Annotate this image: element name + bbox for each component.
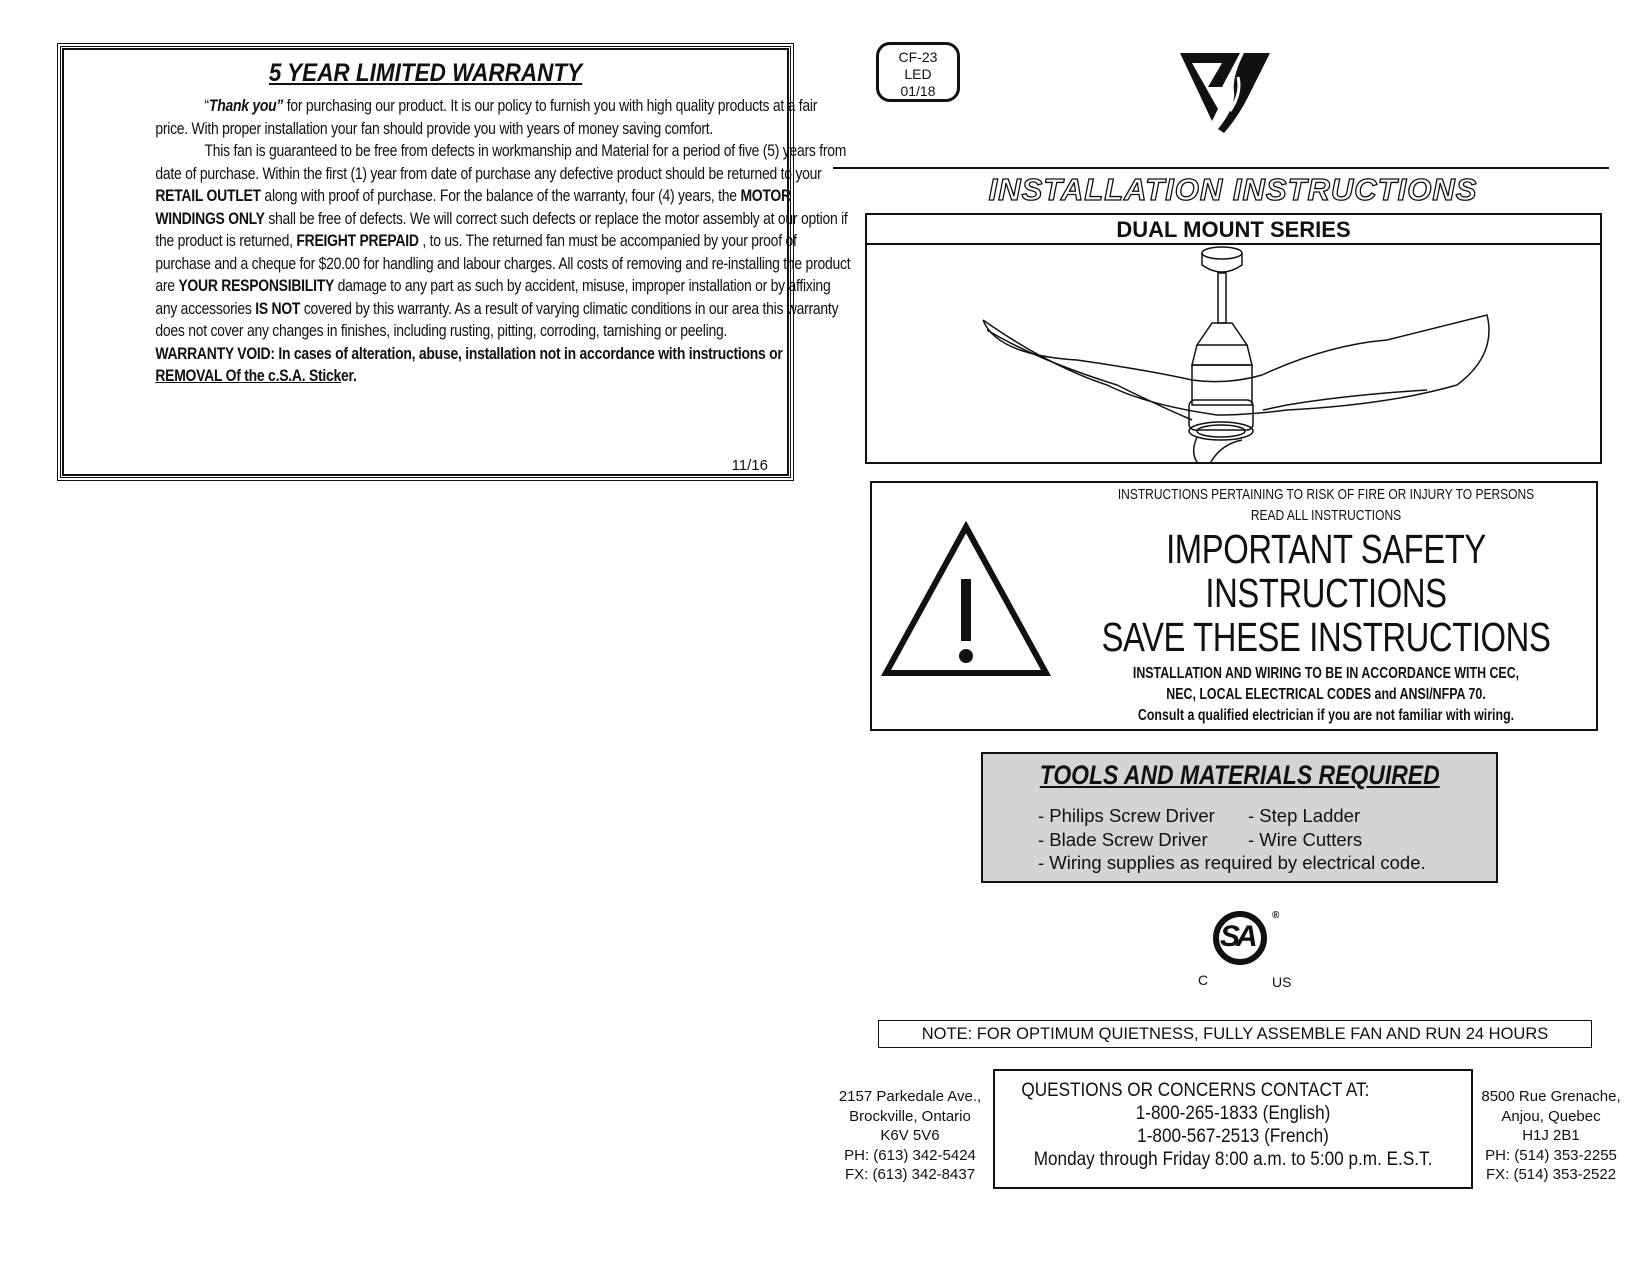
warranty-void <box>155 343 850 388</box>
quietness-note: NOTE: FOR OPTIMUM QUIETNESS, FULLY ASSEMBLE FAN AND RUN 24 HOURS <box>878 1020 1592 1048</box>
text: shall be free of defects. We will correct such defects or replace the motor assembly at our option if the product is returned, <box>155 208 848 250</box>
warranty-box <box>60 46 851 478</box>
tools-box <box>981 752 1498 883</box>
emphasis: MOTOR WINDINGS ONLY <box>155 186 791 228</box>
csa-letters: SA <box>1220 920 1254 953</box>
text: er. <box>341 366 357 385</box>
phone-english: 1-800-265-1833 (English) <box>1135 1102 1331 1124</box>
series-title: DUAL MOUNT SERIES <box>867 215 1600 245</box>
read-all-line: READ ALL INSTRUCTIONS <box>1250 507 1402 524</box>
code-requirements <box>1064 663 1588 726</box>
document-code-badge <box>876 42 960 102</box>
warranty-body <box>155 95 850 388</box>
text: This fan is guaranteed to be free from defects in workmanship and Material for a period of five (5) years from date of purchase. Within the first (1) year from date of purchase any defective product should be returned to your <box>155 141 847 183</box>
office-hours: Monday through Friday 8:00 a.m. to 5:00 p.m. E.S.T. <box>1033 1148 1433 1170</box>
brand-logo-icon <box>1178 47 1272 135</box>
text: along with proof of purchase. For the balance of the warranty, four (4) years, the <box>260 186 741 205</box>
tool-item: - Wire Cutters <box>1248 828 1363 850</box>
headline-2: INSTRUCTIONS <box>1205 570 1447 616</box>
series-box <box>865 213 1602 464</box>
safety-intro <box>1064 484 1588 526</box>
phone-number: PH: (514) 353-2255 <box>1485 1146 1617 1164</box>
risk-line: INSTRUCTIONS PERTAINING TO RISK OF FIRE OR INJURY TO PERSONS <box>1117 486 1535 503</box>
headline-3: SAVE THESE INSTRUCTIONS <box>1101 614 1551 660</box>
warning-triangle-icon <box>880 521 1052 679</box>
headline-1: IMPORTANT SAFETY <box>1166 526 1486 572</box>
installation-title: INSTALLATION INSTRUCTIONS <box>988 172 1478 207</box>
header-divider <box>833 167 1609 169</box>
warranty-title: 5 YEAR LIMITED WARRANTY <box>268 59 583 87</box>
address-line: H1J 2B1 <box>1522 1127 1580 1144</box>
safety-headline <box>1064 527 1588 659</box>
model-type: LED <box>904 66 932 82</box>
tools-title: TOOLS AND MATERIALS REQUIRED <box>1039 760 1440 790</box>
emphasis: YOUR RESPONSIBILITY <box>178 276 335 295</box>
emphasis: FREIGHT PREPAID <box>296 231 419 250</box>
contact-lines <box>995 1071 1471 1171</box>
warranty-paragraph-1 <box>155 95 850 140</box>
csa-us-label: US <box>1272 974 1292 990</box>
fax-number: FX: (613) 342-8437 <box>844 1166 976 1183</box>
code-line-1: INSTALLATION AND WIRING TO BE IN ACCORDANCE WITH CEC, <box>1132 665 1520 682</box>
text: damage to any part as such by accident, misuse, improper installation or by affixing any accessories <box>155 276 831 318</box>
registered-mark: ® <box>1272 910 1280 921</box>
code-line-3: Consult a qualified electrician if you are not familiar with wiring. <box>1137 707 1515 724</box>
text: , to us. The returned fan must be accompanied by your proof of purchase and a cheque for $20.00 for handling and labour charges. All costs of removing and re-installing the product are <box>155 231 851 295</box>
address-line: K6V 5V6 <box>880 1127 940 1144</box>
address-line: 2157 Parkedale Ave., <box>838 1088 982 1105</box>
address-line: Brockville, Ontario <box>849 1107 971 1125</box>
tools-list <box>1038 804 1426 875</box>
warranty-paragraph-2 <box>155 140 850 343</box>
text: WARRANTY VOID: In cases of alteration, abuse, installation not in accordance with instructions or <box>155 343 783 363</box>
phone-french: 1-800-567-2513 (French) <box>1137 1125 1329 1147</box>
text: REMOVAL Of the c.S.A. Stick <box>155 366 342 385</box>
contact-box <box>993 1069 1473 1189</box>
safety-box <box>870 481 1598 731</box>
csa-c-label: C <box>1198 972 1209 988</box>
phone-number: PH: (613) 342-5424 <box>844 1146 976 1164</box>
tool-item: - Blade Screw Driver <box>1038 828 1208 850</box>
address-line: 8500 Rue Grenache, <box>1481 1088 1621 1105</box>
tool-item: - Step Ladder <box>1248 805 1361 826</box>
text: covered by this warranty. As a result of varying climatic conditions in our area this warranty does not cover any changes in finishes, including rusting, pitting, corroding, tarnishing or peeling. <box>155 298 839 340</box>
address-ontario <box>826 1087 994 1185</box>
emphasis: IS NOT <box>255 298 301 318</box>
address-quebec <box>1473 1087 1629 1185</box>
emphasis: RETAIL OUTLET <box>155 186 261 205</box>
tool-item: - Wiring supplies as required by electrical code. <box>1038 852 1426 873</box>
ceiling-fan-illustration <box>867 245 1600 462</box>
address-line: Anjou, Quebec <box>1501 1107 1601 1125</box>
warranty-date: 11/16 <box>731 457 768 474</box>
quote: “ <box>204 96 209 115</box>
thank-you: Thank you” <box>208 96 284 115</box>
model-code: CF-23 <box>898 49 938 65</box>
code-line-2: NEC, LOCAL ELECTRICAL CODES and ANSI/NFPA 70. <box>1166 686 1486 703</box>
csa-certification-mark <box>1198 910 1298 992</box>
revision-date: 01/18 <box>900 83 936 99</box>
tool-item: - Philips Screw Driver <box>1038 805 1215 826</box>
fax-number: FX: (514) 353-2522 <box>1485 1166 1617 1183</box>
text: for purchasing our product. It is our policy to furnish you with high quality products at a fair price. With proper installation your fan should provide you with years of money saving comfort. <box>155 96 818 138</box>
contact-heading: QUESTIONS OR CONCERNS CONTACT AT: <box>1021 1079 1370 1101</box>
